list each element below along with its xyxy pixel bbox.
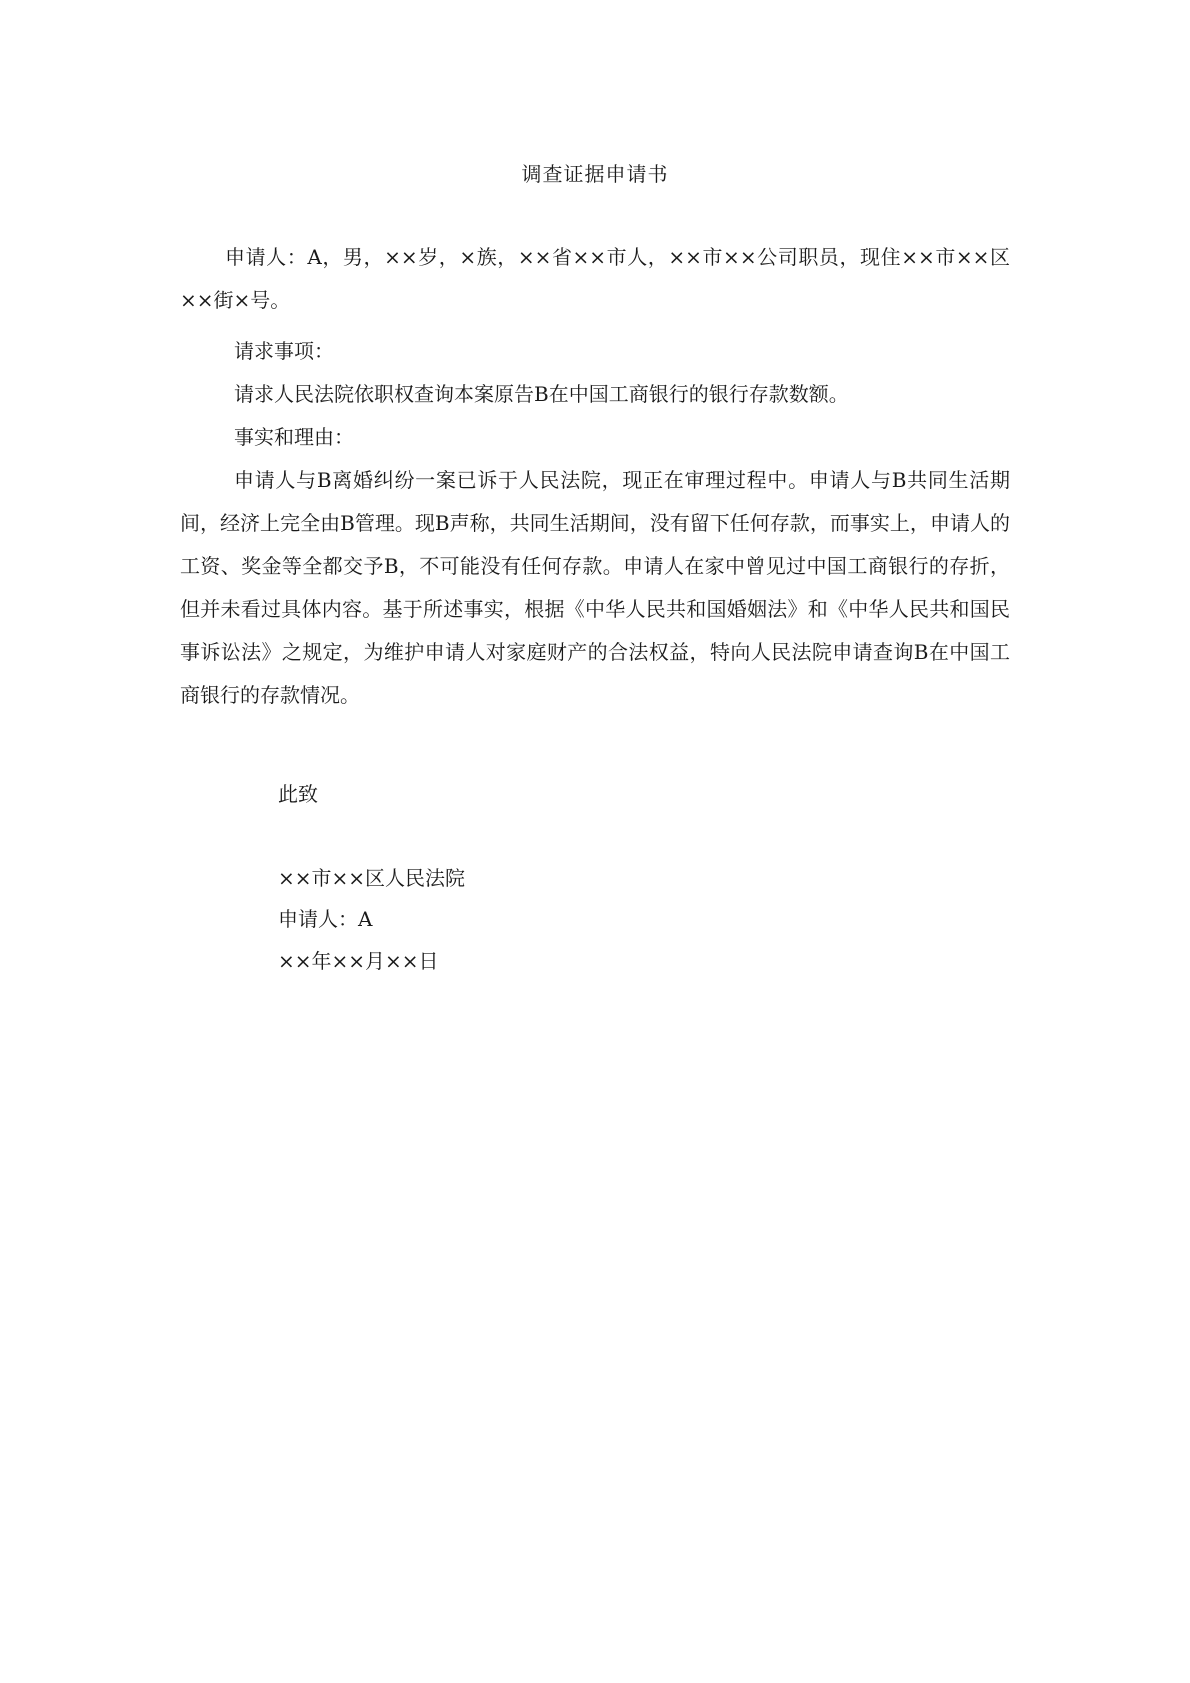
facts-section — [180, 459, 1010, 717]
date: ××年××月××日 — [278, 949, 439, 973]
request-label: 请求事项： — [234, 339, 334, 363]
document-title: 调查证据申请书 — [521, 162, 669, 186]
request-text: 请求人民法院依职权查询本案原告B在中国工商银行的银行存款数额。 — [234, 382, 849, 406]
facts-label: 事实和理由： — [234, 425, 354, 449]
applicant-info-text: 申请人：A，男，××岁，×族，××省××市人，××市××公司职员，现住××市××区××街×号。 — [180, 245, 1010, 312]
signer: 申请人：A — [278, 907, 373, 931]
salutation: 此致 — [278, 782, 318, 806]
applicant-info — [180, 236, 1010, 322]
facts-text: 申请人与B离婚纠纷一案已诉于人民法院，现正在审理过程中。申请人与B共同生活期间，经济上完全由B管理。现B声称，共同生活期间，没有留下任何存款，而事实上，申请人的工资、奖金等全都交予B，不可能没有任何存款。申请人在家中曾见过中国工商银行的存折，但并未看过具体内容。基于所述事实，根据《中华人民共和国婚姻法》和《中华人民共和国民事诉讼法》之规定，为维护申请人对家庭财产的合法权益，特向人民法院申请查询B在中国工商银行的存款情况。 — [180, 468, 1010, 707]
court-name: ××市××区人民法院 — [278, 866, 466, 890]
